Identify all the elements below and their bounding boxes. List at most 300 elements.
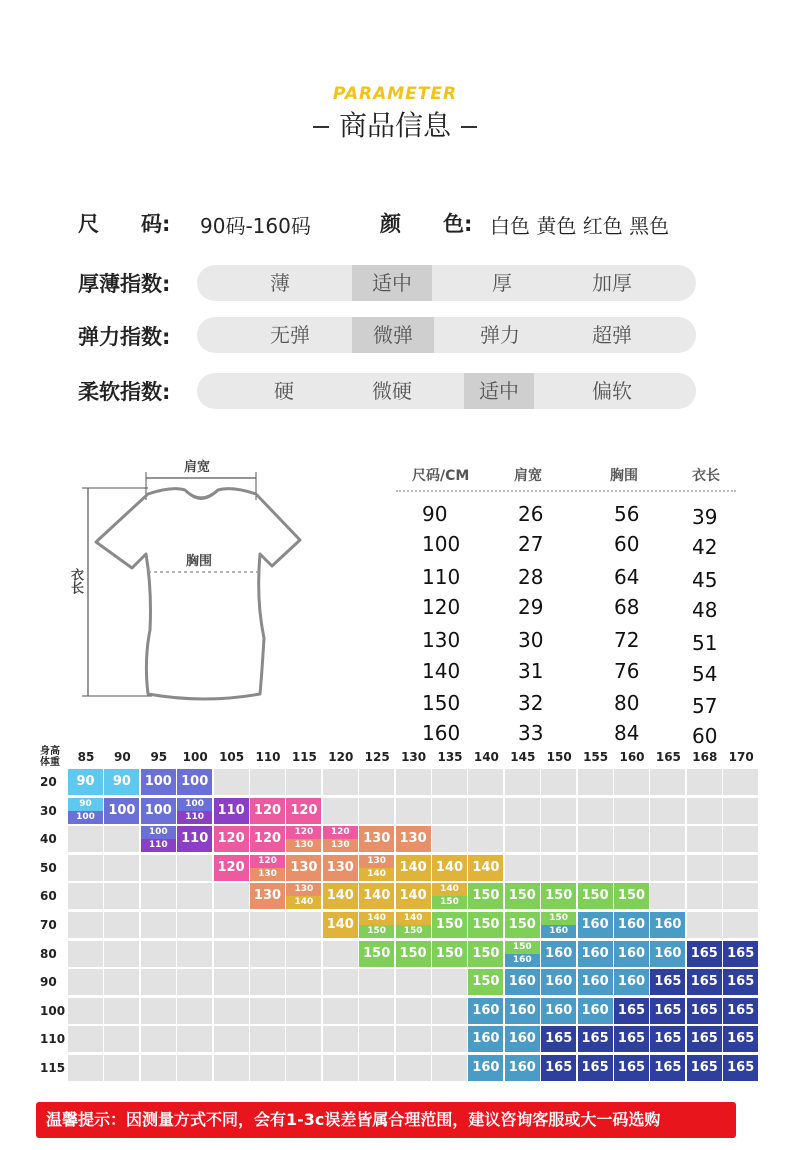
- size-cell-label: 160: [508, 1002, 536, 1018]
- grid-cell: [286, 912, 321, 938]
- size-cell-label: 165: [690, 945, 718, 961]
- size-cell-label: 120: [217, 831, 245, 847]
- grid-cell: [177, 1055, 212, 1081]
- size-cell: [323, 883, 358, 909]
- grid-cell: [468, 798, 503, 824]
- grid-cell: [468, 826, 503, 852]
- grid-cell: [214, 941, 249, 967]
- size-cell-split: [286, 883, 321, 909]
- grid-cell: [286, 1026, 321, 1052]
- grid-cell: [250, 998, 285, 1024]
- grid-cell: [177, 969, 212, 995]
- grid-cell: [541, 855, 576, 881]
- grid-cell: [250, 1055, 285, 1081]
- grid-cell: [578, 826, 613, 852]
- size-cell: [396, 855, 431, 881]
- spec-chest-cell: 76: [614, 659, 640, 683]
- grid-cell: [614, 798, 649, 824]
- grid-cell: [432, 998, 467, 1024]
- grid-cell: [614, 826, 649, 852]
- weight-header: 80: [40, 946, 57, 961]
- grid-cell: [214, 969, 249, 995]
- shoulder-label: 肩宽: [184, 460, 211, 475]
- size-cell-label: 165: [690, 1060, 718, 1075]
- grid-cell: [68, 1026, 103, 1052]
- spec-length-cell: 39: [692, 505, 718, 529]
- softness-bar: [197, 373, 696, 409]
- size-cell: [396, 883, 431, 909]
- spec-length-cell: 48: [692, 598, 718, 622]
- size-cell-label: 165: [727, 945, 755, 961]
- size-value: 90码-160码: [200, 214, 311, 238]
- size-cell-lower: 150: [396, 925, 431, 938]
- size-cell-label: 165: [654, 974, 682, 990]
- grid-cell: [396, 998, 431, 1024]
- size-cell-label: 130: [326, 859, 354, 875]
- size-cell: [468, 969, 503, 995]
- elasticity-option: 弹力: [480, 323, 520, 347]
- size-cell-lower: 130: [250, 868, 285, 881]
- size-cell-upper: 130: [359, 855, 394, 868]
- grid-cell: [141, 941, 176, 967]
- size-cell-lower: 140: [359, 868, 394, 881]
- grid-cell: [214, 1026, 249, 1052]
- elasticity-label: 弹力指数:: [78, 325, 171, 349]
- size-cell: [614, 998, 649, 1024]
- grid-cell: [323, 941, 358, 967]
- size-cell: [541, 1055, 576, 1081]
- grid-cell: [141, 969, 176, 995]
- size-cell-split: [359, 855, 394, 881]
- weight-header: 100: [40, 1003, 66, 1018]
- size-cell: [104, 798, 139, 824]
- softness-option: 硬: [274, 379, 294, 403]
- size-cell-label: 150: [435, 917, 464, 932]
- grid-cell: [104, 998, 139, 1024]
- size-cell: [650, 941, 685, 967]
- size-cell-label: 110: [217, 802, 245, 818]
- size-cell: [468, 998, 503, 1024]
- size-cell-label: 150: [435, 945, 464, 961]
- size-cell-lower: 150: [432, 896, 467, 909]
- grid-cell: [286, 969, 321, 995]
- grid-cell: [323, 769, 358, 795]
- size-cell-label: 160: [617, 945, 646, 961]
- size-cell: [505, 1055, 540, 1081]
- size-cell: [578, 998, 613, 1024]
- size-cell: [468, 855, 503, 881]
- grid-cell: [432, 1026, 467, 1052]
- size-cell: [432, 941, 467, 967]
- size-cell: [286, 798, 321, 824]
- grid-cell: [541, 826, 576, 852]
- weight-header: 70: [40, 918, 57, 932]
- size-cell: [723, 1055, 758, 1081]
- size-cell-split: [286, 826, 321, 852]
- height-header: 105: [219, 750, 245, 764]
- grid-cell: [505, 826, 540, 852]
- size-cell-label: 160: [508, 1031, 536, 1047]
- size-cell-label: 160: [581, 1002, 609, 1018]
- size-cell-label: 150: [581, 888, 609, 904]
- size-cell-split: [432, 883, 467, 909]
- grid-cell: [104, 855, 139, 881]
- spec-size-cell: 160: [422, 721, 461, 745]
- grid-cell: [723, 912, 758, 938]
- height-header: 155: [583, 750, 609, 764]
- grid-cell: [141, 912, 176, 938]
- size-cell-label: 100: [108, 802, 136, 818]
- size-cell: [432, 855, 467, 881]
- grid-cell: [104, 826, 139, 852]
- height-header: 90: [114, 750, 131, 764]
- spec-size-cell: 130: [422, 628, 461, 652]
- grid-cell: [68, 855, 103, 881]
- size-cell-label: 150: [399, 945, 427, 961]
- size-cell: [614, 1026, 649, 1052]
- size-cell-label: 160: [472, 1060, 500, 1075]
- spec-chest-cell: 84: [614, 721, 640, 745]
- height-header: 168: [692, 750, 718, 764]
- softness-option: 微硬: [372, 379, 412, 403]
- spec-shoulder-cell: 26: [518, 502, 544, 526]
- size-cell: [177, 769, 212, 795]
- grid-cell: [432, 798, 467, 824]
- thickness-option: 加厚: [592, 271, 632, 295]
- size-cell-label: 160: [472, 1002, 500, 1018]
- height-header: 150: [546, 750, 572, 764]
- size-cell-upper: 120: [323, 826, 358, 839]
- height-header: 95: [150, 750, 168, 764]
- size-cell: [578, 969, 613, 995]
- grid-cell: [432, 769, 467, 795]
- corner-height-label: 身高: [40, 746, 60, 757]
- grid-cell: [614, 855, 649, 881]
- size-cell-label: 140: [435, 859, 464, 875]
- grid-cell: [68, 826, 103, 852]
- spec-shoulder-cell: 28: [518, 565, 544, 589]
- grid-cell: [104, 1055, 139, 1081]
- size-cell: [687, 1026, 722, 1052]
- grid-cell: [214, 998, 249, 1024]
- size-cell-label: 120: [253, 831, 282, 847]
- weight-header: 115: [40, 1061, 66, 1075]
- softness-label: 柔软指数:: [78, 380, 171, 404]
- spec-shoulder-cell: 31: [518, 659, 544, 683]
- height-header: 140: [473, 750, 499, 764]
- grid-cell: [396, 769, 431, 795]
- size-cell-label: 160: [472, 1031, 500, 1047]
- size-cell-split: [396, 912, 431, 938]
- size-cell-label: 160: [545, 974, 573, 990]
- spec-size-cell: 100: [422, 532, 461, 556]
- size-cell-label: 140: [472, 859, 500, 875]
- title-text: 商品信息: [338, 109, 451, 142]
- size-cell-label: 165: [654, 1031, 682, 1047]
- size-cell: [250, 826, 285, 852]
- size-cell: [323, 855, 358, 881]
- grid-cell: [359, 1026, 394, 1052]
- grid-cell: [687, 855, 722, 881]
- size-cell-label: 120: [290, 802, 318, 818]
- size-cell: [505, 1026, 540, 1052]
- size-cell-label: 150: [508, 917, 536, 932]
- size-cell: [323, 912, 358, 938]
- size-cell-label: 140: [399, 888, 427, 904]
- elasticity-option: 超弹: [592, 323, 632, 347]
- size-cell-label: 165: [727, 1002, 755, 1018]
- spec-divider: [396, 490, 736, 492]
- grid-cell: [650, 883, 685, 909]
- spec-shoulder-cell: 29: [518, 595, 544, 619]
- size-cell: [468, 883, 503, 909]
- size-cell-lower: 150: [359, 925, 394, 938]
- grid-cell: [286, 769, 321, 795]
- height-header: 135: [437, 750, 463, 764]
- size-cell-label: 165: [727, 1031, 755, 1047]
- grid-cell: [214, 769, 249, 795]
- size-cell: [214, 855, 249, 881]
- grid-cell: [723, 826, 758, 852]
- size-cell: [723, 1026, 758, 1052]
- grid-cell: [359, 1055, 394, 1081]
- size-cell: [614, 912, 649, 938]
- size-cell-lower: 130: [323, 839, 358, 852]
- grid-cell: [323, 1026, 358, 1052]
- size-cell-upper: 120: [286, 826, 321, 839]
- height-header: 130: [401, 750, 427, 764]
- size-cell: [578, 941, 613, 967]
- grid-cell: [177, 1026, 212, 1052]
- size-cell: [141, 798, 176, 824]
- grid-cell: [687, 798, 722, 824]
- grid-cell: [141, 1055, 176, 1081]
- size-cell-upper: 140: [396, 912, 431, 925]
- size-cell: [687, 998, 722, 1024]
- grid-cell: [614, 769, 649, 795]
- grid-cell: [104, 941, 139, 967]
- spec-chest-cell: 80: [614, 691, 640, 715]
- size-cell-lower: 160: [541, 925, 576, 938]
- size-cell: [68, 769, 103, 795]
- size-cell-label: 160: [508, 1060, 536, 1075]
- size-cell-label: 165: [581, 1031, 609, 1047]
- grid-cell: [541, 798, 576, 824]
- size-cell: [505, 912, 540, 938]
- size-cell: [432, 912, 467, 938]
- thickness-option: 厚: [492, 271, 512, 295]
- grid-cell: [104, 883, 139, 909]
- size-label: 尺 码:: [78, 212, 171, 236]
- size-cell: [723, 998, 758, 1024]
- grid-cell: [578, 769, 613, 795]
- size-cell-label: 160: [545, 945, 573, 961]
- size-cell-label: 150: [472, 974, 500, 990]
- size-cell: [541, 1026, 576, 1052]
- weight-header: 30: [40, 803, 57, 818]
- grid-cell: [104, 969, 139, 995]
- spec-length-cell: 54: [692, 662, 718, 686]
- grid-cell: [432, 969, 467, 995]
- size-cell: [541, 941, 576, 967]
- size-cell: [359, 941, 394, 967]
- size-cell: [650, 969, 685, 995]
- spec-chest-cell: 60: [614, 532, 640, 556]
- size-cell: [650, 1055, 685, 1081]
- size-cell: [104, 769, 139, 795]
- size-cell: [578, 912, 613, 938]
- size-cell-label: 160: [654, 945, 682, 961]
- spec-chest-cell: 72: [614, 628, 640, 652]
- size-cell-lower: 140: [286, 896, 321, 909]
- grid-cell: [650, 855, 685, 881]
- grid-cell: [359, 998, 394, 1024]
- title-dash-left: [313, 126, 329, 128]
- grid-cell: [396, 1055, 431, 1081]
- size-cell-label: 165: [654, 1060, 682, 1075]
- grid-cell: [141, 883, 176, 909]
- size-cell-label: 120: [253, 802, 282, 818]
- softness-option-selected: 适中: [464, 373, 534, 409]
- grid-cell: [396, 1026, 431, 1052]
- size-cell-lower: 110: [141, 839, 176, 852]
- size-cell: [614, 1055, 649, 1081]
- size-cell: [468, 941, 503, 967]
- size-cell-label: 130: [290, 859, 318, 875]
- color-value: 白色 黄色 红色 黑色: [490, 214, 670, 238]
- size-cell: [505, 883, 540, 909]
- grid-cell: [723, 855, 758, 881]
- spec-shoulder-cell: 30: [518, 628, 544, 652]
- size-cell-label: 100: [181, 774, 209, 789]
- elasticity-option-selected: 微弹: [352, 317, 434, 353]
- grid-cell: [505, 769, 540, 795]
- size-cell-label: 150: [472, 888, 500, 904]
- grid-cell: [578, 855, 613, 881]
- grid-cell: [68, 883, 103, 909]
- spec-size-cell: 110: [422, 565, 461, 589]
- tshirt-icon: [60, 450, 360, 710]
- tshirt-diagram: [60, 450, 360, 710]
- grid-cell: [396, 969, 431, 995]
- grid-cell: [177, 883, 212, 909]
- size-cell-label: 165: [581, 1060, 609, 1075]
- grid-cell: [359, 798, 394, 824]
- size-cell-label: 160: [545, 1002, 573, 1018]
- size-cell: [578, 883, 613, 909]
- size-cell: [286, 855, 321, 881]
- grid-cell: [104, 1026, 139, 1052]
- spec-header-length: 衣长: [692, 468, 720, 484]
- size-cell-upper: 140: [359, 912, 394, 925]
- size-cell: [468, 1026, 503, 1052]
- size-cell-label: 165: [545, 1031, 573, 1047]
- size-cell-split: [359, 912, 394, 938]
- size-cell: [468, 1055, 503, 1081]
- spec-size-cell: 140: [422, 659, 461, 683]
- size-cell: [505, 969, 540, 995]
- grid-cell: [687, 826, 722, 852]
- size-cell: [541, 998, 576, 1024]
- grid-cell: [650, 769, 685, 795]
- grid-cell: [432, 1055, 467, 1081]
- chest-label: 胸围: [186, 554, 213, 569]
- size-cell: [687, 941, 722, 967]
- size-grid: [36, 742, 755, 1084]
- grid-cell: [687, 912, 722, 938]
- spec-chest-cell: 68: [614, 595, 640, 619]
- spec-chest-cell: 56: [614, 502, 640, 526]
- size-cell-split: [505, 941, 540, 967]
- size-cell-label: 130: [363, 831, 391, 847]
- size-cell-label: 140: [326, 917, 354, 932]
- size-cell-upper: 150: [505, 941, 540, 954]
- size-cell-split: [323, 826, 358, 852]
- size-cell-label: 150: [545, 888, 573, 904]
- spec-size-cell: 90: [422, 502, 448, 526]
- size-cell: [359, 883, 394, 909]
- weight-header: 110: [40, 1032, 66, 1047]
- grid-cell: [323, 969, 358, 995]
- size-cell-upper: 120: [250, 855, 285, 868]
- spec-length-cell: 51: [692, 631, 718, 655]
- size-cell: [359, 826, 394, 852]
- size-cell-upper: 150: [541, 912, 576, 925]
- grid-cell: [177, 998, 212, 1024]
- grid-cell: [723, 769, 758, 795]
- grid-cell: [250, 1026, 285, 1052]
- grid-cell: [286, 998, 321, 1024]
- size-cell-label: 110: [181, 831, 209, 847]
- size-cell-label: 165: [654, 1002, 682, 1018]
- size-cell: [250, 798, 285, 824]
- grid-cell: [177, 941, 212, 967]
- size-cell-label: 90: [76, 774, 95, 789]
- size-cell: [250, 883, 285, 909]
- size-cell-label: 140: [326, 888, 354, 904]
- size-cell-label: 160: [617, 917, 646, 932]
- grid-cell: [250, 769, 285, 795]
- title-en: PARAMETER: [332, 84, 458, 104]
- grid-cell: [505, 855, 540, 881]
- grid-cell: [723, 883, 758, 909]
- grid-cell: [650, 826, 685, 852]
- size-cell-label: 150: [472, 917, 500, 932]
- size-cell: [723, 941, 758, 967]
- weight-header: 20: [40, 775, 57, 789]
- spec-header-shoulder: 肩宽: [514, 468, 542, 484]
- size-cell-label: 165: [617, 1060, 646, 1075]
- size-cell-label: 165: [727, 974, 755, 990]
- size-cell: [650, 1026, 685, 1052]
- size-cell: [650, 912, 685, 938]
- spec-shoulder-cell: 32: [518, 691, 544, 715]
- size-cell-lower: 160: [505, 954, 540, 967]
- grid-cell: [214, 912, 249, 938]
- height-header: 145: [510, 750, 536, 764]
- size-cell: [214, 826, 249, 852]
- grid-cell: [286, 1055, 321, 1081]
- spec-size-cell: 120: [422, 595, 461, 619]
- grid-cell: [177, 912, 212, 938]
- grid-cell: [177, 855, 212, 881]
- grid-cell: [359, 969, 394, 995]
- size-cell-upper: 140: [432, 883, 467, 896]
- weight-header: 90: [40, 975, 57, 990]
- weight-header: 40: [40, 832, 57, 847]
- size-cell-label: 100: [144, 774, 172, 789]
- grid-cell: [687, 769, 722, 795]
